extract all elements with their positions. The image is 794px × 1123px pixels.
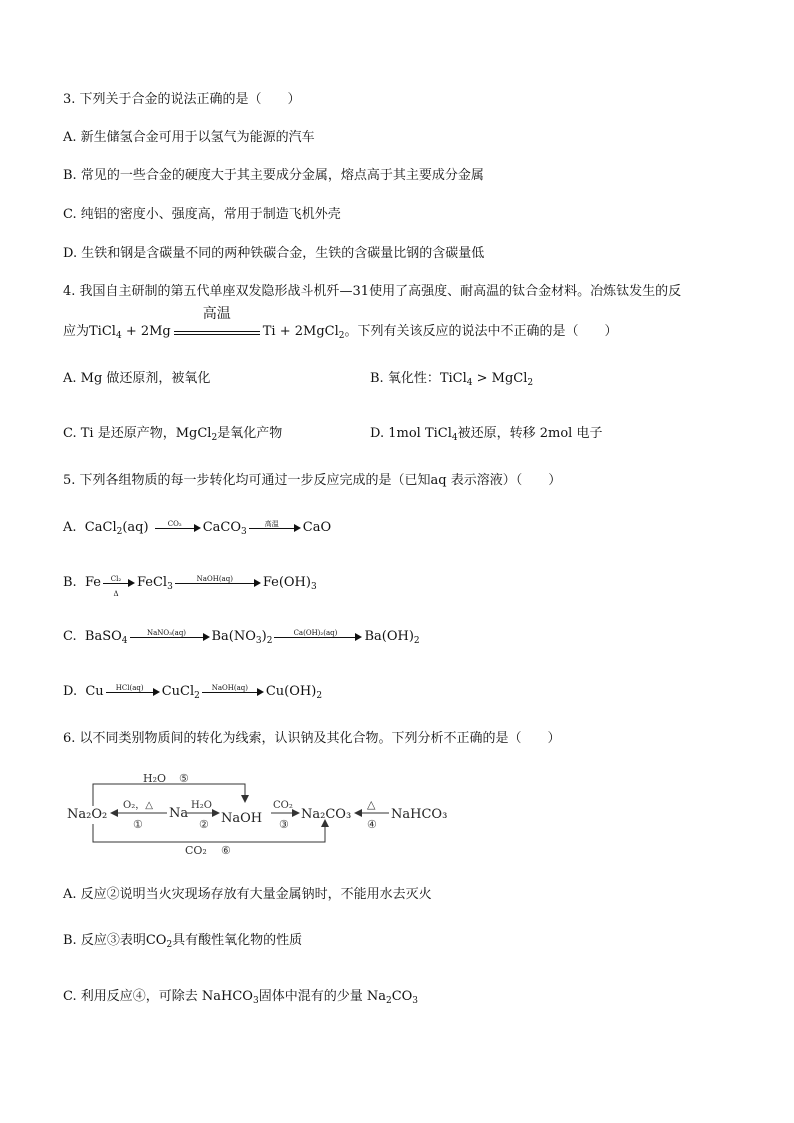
reaction2-number: ② (199, 818, 209, 831)
q5-d-label: D. (63, 684, 78, 699)
q6-option-c-sub1: 3 (252, 996, 259, 1006)
q5-a-s1-post: (aq) (122, 520, 149, 535)
q4-stem-line1: 4. 我国自主研制的第五代单座双发隐形战斗机歼—31使用了高强度、耐高温的钛合金材料。冶炼钛发生的反 (63, 284, 682, 299)
reaction4-number: ④ (367, 818, 377, 831)
q4-eq-right1-sub: 2 (338, 331, 345, 341)
q4-option-d-pre: D. 1mol TiCl (370, 426, 452, 441)
q4-stem-prefix: 应为 (63, 324, 90, 339)
q4-option-c (63, 425, 282, 443)
q5-d-arrow2-label: NaOH(aq) (211, 683, 248, 692)
q6-option-c-pre: C. 利用反应④，可除去 NaHCO (63, 989, 253, 1004)
species-na2co3: Na₂CO₃ (301, 807, 352, 822)
q4-option-b-sub2: 2 (527, 378, 534, 388)
q5-c-s3-sub: 2 (413, 636, 420, 646)
q5-b-label: B. (63, 575, 77, 590)
q4-option-c-pre: C. Ti 是还原产物，MgCl (63, 426, 212, 441)
reaction6-condition: CO₂ (185, 844, 207, 857)
q5-b-arrow1-label: Cl₂ (110, 574, 122, 583)
q5-b-arrow2 (175, 576, 261, 590)
reaction6-path (93, 820, 325, 842)
q5-c-s2-post: ) (261, 629, 267, 644)
q5-c-arrow1-label: NaNO₃(aq) (146, 628, 187, 637)
species-naoh: NaOH (221, 811, 263, 826)
q5-stem: 5. 下列各组物质的每一步转化均可通过一步反应完成的是（已知aq 表示溶液）（ ） (63, 473, 562, 488)
q4-eq-condition: 高温 (202, 305, 231, 322)
q5-d-s2: CuCl (161, 684, 195, 699)
q5-a-s1: CaCl (84, 520, 117, 535)
q3-option-a: A. 新生储氢合金可用于以氢气为能源的汽车 (63, 130, 315, 145)
q6-option-b-pre: B. 反应③表明CO (63, 933, 167, 948)
q4-option-b-sub1: 4 (466, 378, 473, 388)
q5-c-arrow2-label: Ca(OH)₂(aq) (293, 628, 338, 637)
species-nahco3: NaHCO₃ (391, 807, 448, 822)
q5-a-arrow1-label: CO₂ (167, 519, 182, 528)
sodium-conversion-diagram (63, 768, 463, 860)
q5-a-s3: CaO (302, 520, 332, 535)
reaction3-condition: CO₂ (273, 800, 293, 811)
reaction5-path (93, 784, 245, 806)
q3-option-d: D. 生铁和钢是含碳量不同的两种铁碳合金，生铁的含碳量比钢的含碳量低 (63, 246, 485, 261)
species-na: Na (169, 806, 189, 821)
q6-option-c-sub2: 2 (385, 996, 392, 1006)
q5-option-c (63, 628, 420, 646)
q4-option-c-post: 是氧化产物 (217, 426, 283, 441)
q5-b-arrow1-sublabel: Δ (113, 589, 119, 598)
reaction2-condition: H₂O (191, 800, 212, 811)
q5-option-d (63, 683, 322, 701)
q5-b-s3-sub: 3 (310, 582, 317, 592)
q4-eq-left2: + 2Mg (121, 324, 171, 339)
reaction3-number: ③ (279, 818, 289, 831)
q5-d-arrow2 (202, 685, 264, 699)
q5-b-s1: Fe (84, 575, 101, 590)
q4-option-b-mid: > MgCl (472, 371, 528, 386)
q4-option-d-post: 被还原，转移 2mol 电子 (457, 426, 603, 441)
q5-c-label: C. (63, 629, 77, 644)
q5-d-s3: Cu(OH) (265, 684, 317, 699)
q5-d-s1: Cu (85, 684, 104, 699)
q5-a-arrow2 (249, 521, 301, 535)
q3-stem: 3. 下列关于合金的说法正确的是（ ） (63, 92, 301, 107)
species-na2o2: Na₂O₂ (67, 807, 108, 822)
q5-a-s2-sub: 3 (241, 527, 247, 537)
q5-option-b (63, 574, 317, 598)
q4-option-a: A. Mg 做还原剂，被氧化 (63, 371, 211, 386)
q5-a-s1-sub: 2 (116, 527, 123, 537)
reaction1-number: ① (133, 818, 143, 831)
reaction1-condition: O₂，△ (123, 800, 153, 811)
q5-d-arrow1 (106, 685, 160, 699)
q5-c-s1: BaSO (84, 629, 122, 644)
reaction6-number: ⑥ (221, 844, 231, 857)
q5-c-arrow2 (274, 630, 362, 644)
q4-stem-line2 (63, 305, 618, 341)
q5-b-s2: FeCl (136, 575, 168, 590)
q4-equals-sign (174, 305, 260, 340)
q5-b-s3: Fe(OH) (262, 575, 311, 590)
q5-option-a (63, 519, 331, 537)
q5-d-s3-sub: 2 (316, 691, 323, 701)
q5-a-arrow2-label: 高温 (264, 519, 279, 528)
q5-c-s1-sub: 4 (121, 636, 128, 646)
q3-option-c: C. 纯铝的密度小、强度高，常用于制造飞机外壳 (63, 207, 341, 222)
q5-a-s2: CaCO (202, 520, 242, 535)
q5-b-arrow2-label: NaOH(aq) (196, 574, 233, 583)
q4-eq-right1: Ti + 2MgCl (262, 324, 339, 339)
q6-option-c-sub3: 3 (412, 996, 419, 1006)
q5-b-arrow1 (103, 574, 135, 598)
q6-stem: 6. 以不同类别物质间的转化为线索，认识钠及其化合物。下列分析不正确的是（ ） (63, 731, 561, 746)
q5-d-s2-sub: 2 (194, 691, 200, 701)
q4-option-b-pre: B. 氧化性：TiCl (370, 371, 467, 386)
q6-option-b (63, 932, 302, 950)
reaction4-condition: △ (367, 798, 376, 811)
q4-option-c-sub: 2 (211, 433, 218, 443)
q4-eq-left1: TiCl (89, 324, 116, 339)
q6-option-c (63, 988, 418, 1006)
q5-a-arrow1 (155, 521, 201, 535)
q5-c-s2-sub: 3 (255, 636, 262, 646)
q4-option-d (370, 425, 602, 443)
q5-c-arrow1 (130, 630, 210, 644)
q4-option-d-sub: 4 (451, 433, 458, 443)
q6-option-b-sub: 2 (166, 940, 173, 950)
q5-c-s2: Ba(NO (211, 629, 256, 644)
q6-option-a: A. 反应②说明当火灾现场存放有大量金属钠时，不能用水去灭火 (63, 887, 432, 902)
q6-option-b-post: 具有酸性氧化物的性质 (172, 933, 303, 948)
q6-option-c-mid: 固体中混有的少量 Na (258, 989, 386, 1004)
q4-stem-suffix: 。下列有关该反应的说法中不正确的是（ ） (344, 324, 618, 339)
q5-a-label: A. (63, 520, 77, 535)
q4-eq-left1-sub: 4 (115, 331, 122, 341)
reaction5-condition: H₂O (143, 772, 167, 785)
q5-d-arrow1-label: HCl(aq) (115, 683, 144, 692)
reaction5-number: ⑤ (179, 772, 189, 785)
q5-c-s3: Ba(OH) (364, 629, 414, 644)
q5-c-s2-sub2: 2 (266, 636, 273, 646)
q4-option-b (370, 370, 533, 388)
q3-option-b: B. 常见的一些合金的硬度大于其主要成分金属，熔点高于其主要成分金属 (63, 168, 484, 183)
q6-option-c-mid2: CO (391, 989, 413, 1004)
q5-b-s2-sub: 3 (167, 582, 173, 592)
